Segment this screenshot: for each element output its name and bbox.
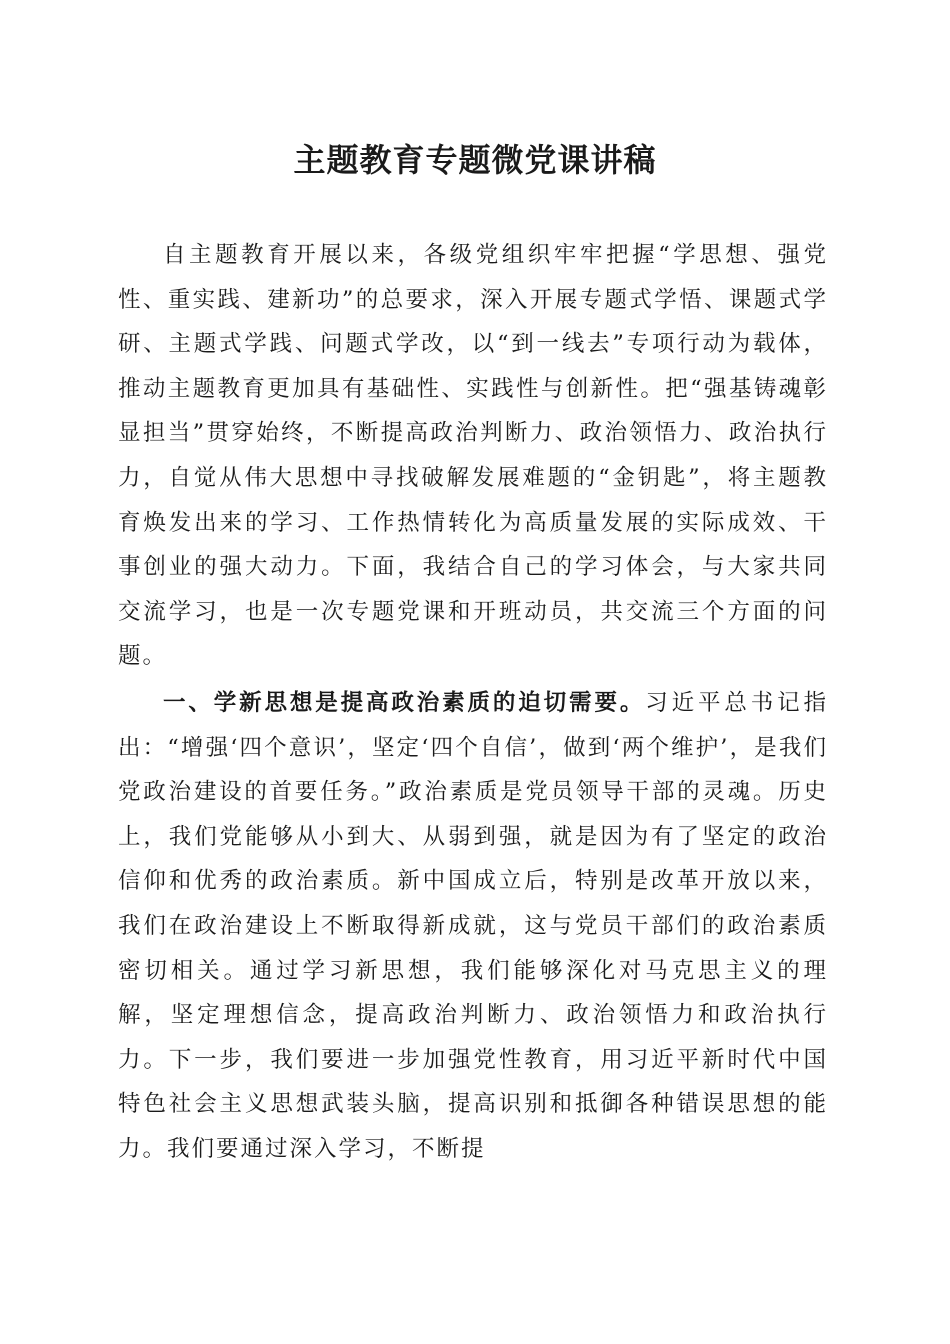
document-body [118, 233, 828, 1171]
section-heading: 一、学新思想是提高政治素质的迫切需要。 [163, 689, 646, 716]
paragraph-intro [118, 233, 828, 679]
document-title: 主题教育专题微党课讲稿 [293, 141, 657, 179]
paragraph-text: 习近平总书记指出：“增强‘四个意识’，坚定‘四个自信’，做到‘两个维护’，是我们党政治建设的首要任务。”政治素质是党员领导干部的灵魂。历史上，我们党能够从小到大、从弱到强，就是因为有了坚定的政治信仰和优秀的政治素质。新中国成立后，特别是改革开放以来，我们在政治建设上不断取得新成就，这与党员干部们的政治素质密切相关。通过学习新思想，我们能够深化对马克思主义的理解，坚定理想信念，提高政治判断力、政治领悟力和政治执行力。下一步，我们要进一步加强党性教育，用习近平新时代中国特色社会主义思想武装头脑，提高识别和抵御各种错误思想的能力。我们要通过深入学习，不断提 [118, 689, 828, 1162]
paragraph-section-one [118, 681, 828, 1172]
paragraph-text: 自主题教育开展以来，各级党组织牢牢把握“学思想、强党性、重实践、建新功”的总要求，深入开展专题式学悟、课题式学研、主题式学践、问题式学改，以“到一线去”专项行动为载体，推动主题教育更加具有基础性、实践性与创新性。把“强基铸魂彰显担当”贯穿始终，不断提高政治判断力、政治领悟力、政治执行力，自觉从伟大思想中寻找破解发展难题的“金钥匙”，将主题教育焕发出来的学习、工作热情转化为高质量发展的实际成效、干事创业的强大动力。下面，我结合自己的学习体会，与大家共同交流学习，也是一次专题党课和开班动员，共交流三个方面的问题。 [118, 242, 828, 670]
